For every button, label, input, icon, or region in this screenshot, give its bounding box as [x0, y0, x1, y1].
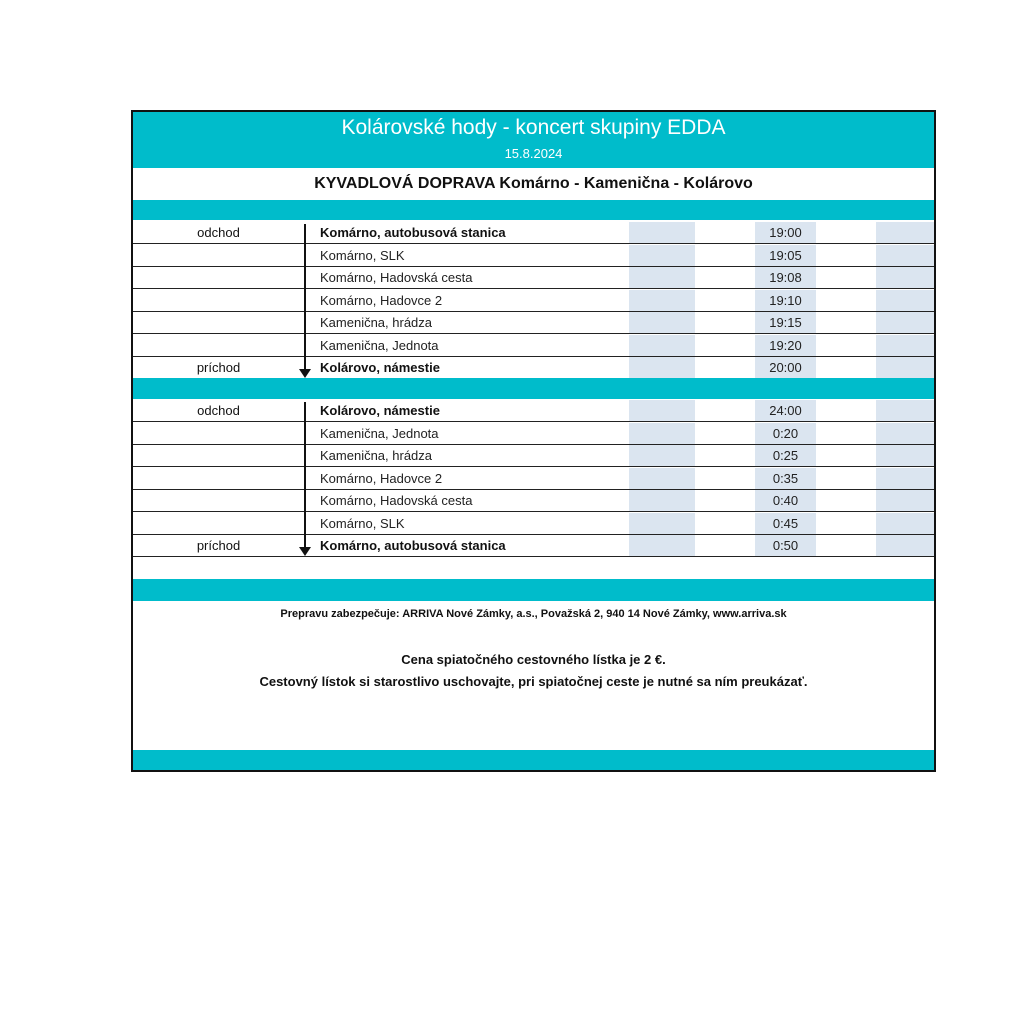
shaded-cell	[629, 290, 695, 311]
row-label: odchod	[197, 403, 240, 418]
departure-time: 20:00	[769, 360, 802, 375]
departure-time: 0:50	[772, 538, 799, 553]
departure-time: 19:05	[769, 247, 802, 263]
table-row	[133, 513, 934, 535]
shaded-cell	[876, 245, 934, 266]
departure-time: 19:15	[769, 315, 802, 330]
ticket-price: Cena spiatočného cestovného lístka je 2 €.	[401, 652, 666, 667]
shaded-cell	[629, 312, 695, 333]
departure-time: 0:20	[772, 425, 799, 441]
divider-band	[133, 579, 934, 601]
shaded-cell	[876, 312, 934, 333]
table-row	[133, 445, 934, 467]
row-label: odchod	[197, 225, 240, 240]
shaded-cell	[876, 513, 934, 534]
departure-time: 19:10	[769, 292, 802, 308]
direction-line	[304, 224, 306, 372]
stop-name: Kolárovo, námestie	[320, 403, 440, 418]
event-date: 15.8.2024	[504, 146, 563, 161]
shaded-cell	[629, 513, 695, 534]
departure-time: 0:25	[772, 448, 799, 463]
divider-band	[133, 378, 934, 399]
event-title: Kolárovské hody - koncert skupiny EDDA	[341, 116, 726, 139]
table-row	[133, 468, 934, 490]
shaded-cell	[629, 400, 695, 421]
departure-time: 19:20	[769, 337, 802, 353]
divider-band	[133, 200, 934, 220]
shaded-cell	[629, 245, 695, 266]
shaded-cell	[876, 445, 934, 466]
table-row	[133, 222, 934, 244]
table-row	[133, 267, 934, 289]
stop-name: Kamenična, Jednota	[320, 425, 439, 441]
table-row	[133, 335, 934, 357]
table-row	[133, 535, 934, 557]
row-label: príchod	[196, 538, 241, 553]
shaded-cell	[876, 290, 934, 311]
shaded-cell	[629, 357, 695, 378]
departure-time: 0:35	[772, 470, 799, 486]
shaded-cell	[629, 267, 695, 288]
shaded-cell	[629, 535, 695, 556]
shaded-cell	[876, 267, 934, 288]
shaded-cell	[876, 468, 934, 489]
arrow-down-icon	[299, 369, 311, 378]
timetable	[131, 110, 936, 772]
shaded-cell	[876, 400, 934, 421]
departure-time: 0:45	[772, 515, 799, 531]
shaded-cell	[876, 335, 934, 356]
table-row	[133, 400, 934, 422]
shaded-cell	[876, 357, 934, 378]
departure-time: 19:08	[769, 270, 802, 285]
direction-line	[304, 402, 306, 550]
stop-name: Komárno, SLK	[320, 515, 405, 531]
shaded-cell	[876, 535, 934, 556]
stop-name: Kamenična, hrádza	[320, 315, 433, 330]
departure-time: 19:00	[769, 225, 802, 240]
stop-name: Komárno, autobusová stanica	[320, 538, 506, 553]
table-row	[133, 290, 934, 312]
shaded-cell	[629, 423, 695, 444]
arrow-down-icon	[299, 547, 311, 556]
shaded-cell	[876, 490, 934, 511]
departure-time: 0:40	[772, 493, 799, 508]
shaded-cell	[629, 445, 695, 466]
stop-name: Kolárovo, námestie	[320, 360, 440, 375]
ticket-note: Cestovný lístok si starostlivo uschovajte, pri spiatočnej ceste je nutné sa ním preukázať.	[259, 674, 808, 689]
table-row	[133, 312, 934, 334]
carrier-info: Prepravu zabezpečuje: ARRIVA Nové Zámky, a.s., Považská 2, 940 14 Nové Zámky, www.arriva.sk	[280, 608, 787, 620]
footer-band	[133, 750, 934, 770]
shaded-cell	[629, 335, 695, 356]
shaded-cell	[629, 468, 695, 489]
table-row	[133, 245, 934, 267]
stop-name: Komárno, autobusová stanica	[320, 225, 506, 240]
departure-time: 24:00	[769, 403, 802, 418]
shaded-cell	[629, 222, 695, 243]
table-row	[133, 423, 934, 445]
table-row	[133, 490, 934, 512]
stop-name: Komárno, SLK	[320, 247, 405, 263]
stop-name: Komárno, Hadovce 2	[320, 292, 443, 308]
stop-name: Komárno, Hadovská cesta	[320, 493, 473, 508]
shaded-cell	[876, 423, 934, 444]
stop-name: Komárno, Hadovská cesta	[320, 270, 473, 285]
stop-name: Kamenična, Jednota	[320, 337, 439, 353]
stop-name: Komárno, Hadovce 2	[320, 470, 443, 486]
stop-name: Kamenična, hrádza	[320, 448, 433, 463]
row-label: príchod	[196, 360, 241, 375]
shaded-cell	[876, 222, 934, 243]
shaded-cell	[629, 490, 695, 511]
table-row	[133, 357, 934, 379]
route-subtitle: KYVADLOVÁ DOPRAVA Komárno - Kamenična - Kolárovo	[314, 175, 753, 192]
